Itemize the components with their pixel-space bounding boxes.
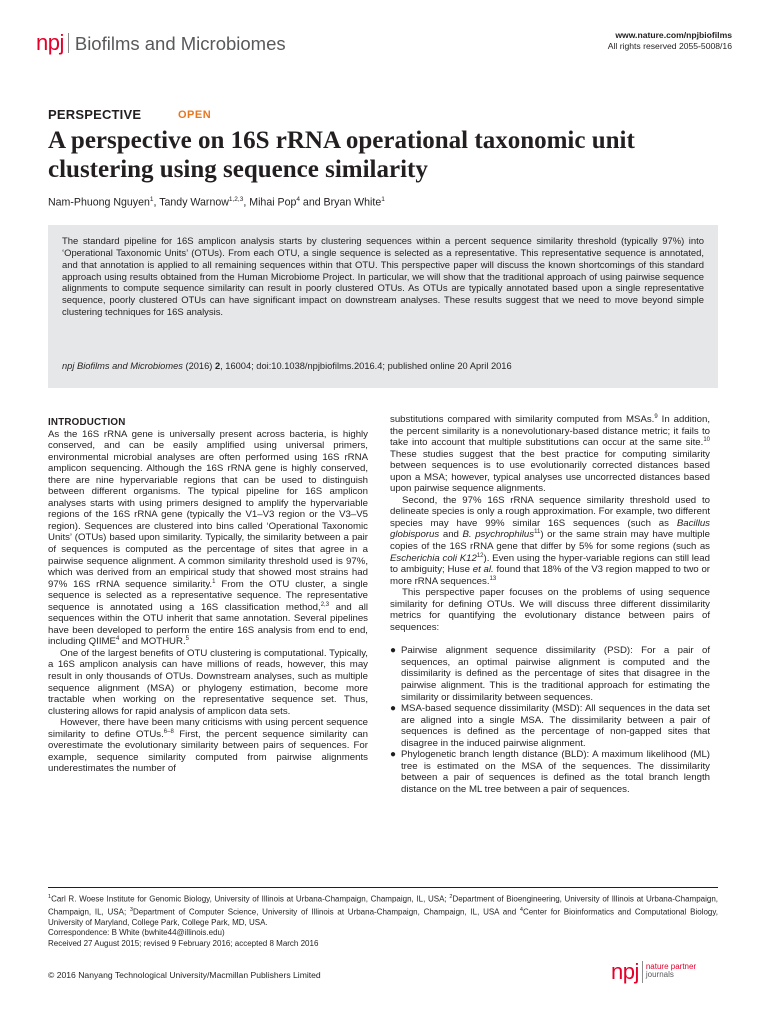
copyright: © 2016 Nanyang Technological University/Macmillan Publishers Limited [48,970,321,980]
text-run: From the OTU cluster, a single sequence is selected as a representative sequence. The representative sequence is annotated using a 16S classification method, [48,578,368,613]
correspondence[interactable]: Correspondence: B White (bwhite44@illinois.edu) [48,928,225,938]
text-run: found that 18% of the V3 region mapped to two or more rRNA sequences. [390,564,710,587]
abstract-text: The standard pipeline for 16S amplicon analysis starts by clustering sequences within a percent sequence similarity threshold (typically 97%) into ‘Operational Taxonomic Units’ (OTUs). From each OTU, a single sequence is selected as a representative. This representative sequence is annotated, and that annotation is applied to all remaining sequences within that OTU. This perspective paper will discuss the known shortcomings of this standard approach using results obtained from the Human Microbiome Project. In particular, we will show that the traditional approach of using pairwise sequence alignments to compute sequence similarity can result in poorly clustered OTUs. As OTUs are typically annotated based upon a single representative sequence, poorly clustered OTUs can have significant impact on downstream analyses. These results suggest that we need to move beyond simple clustering techniques for 16S analysis. [62,236,704,319]
reference-link[interactable]: 11 [534,529,541,536]
affiliation-text: Department of Computer Science, University of Illinois at Urbana-Champaign, Champaign, IL, USA and [132,907,520,917]
npj-mark: npj [611,959,639,984]
section-heading-introduction: INTRODUCTION [48,417,126,428]
affiliation-text: Department of Bioengineering, University of Illinois at Urbana-Champaign, Champaign, IL, USA; [48,894,718,917]
text-run: and all sequences within the OTU inherit that same annotation. Several pipelines have been developed to perform the entire 16S analysis from end to end, including QIIME [48,601,368,648]
citation-details: , 16004; doi:10.1038/npjbiofilms.2016.4; published online 20 April 2016 [220,361,512,371]
body-column-left [48,417,368,775]
affiliations [48,892,718,928]
author-affiliation: 1 [149,196,154,203]
text-run: ). Even using the hyper-variable regions can still lead to ambiguity; Huse [390,552,710,576]
text-run: substitutions compared with similarity computed from MSAs. [390,414,655,425]
text-run: Second, the 97% 16S rRNA sequence similarity threshold used to delineate species is only a rough approximation. For example, two different species may have 99% similar 16S sequences (such as [390,494,710,529]
partner-line: nature partner [645,962,697,971]
rights-statement: All rights reserved 2055-5008/16 [607,41,732,51]
paragraph: This perspective paper focuses on the problems of using sequence similarity for defining OTUs. We will discuss three different dissimilarity metrics for quantifying the evolutionary distance between pairs of sequences: [390,587,710,633]
affiliation-text: Center for Bioinformatics and Computational Biology, University of Maryland, College Park, College Park, MD, USA. [48,907,719,927]
citation-journal: npj Biofilms and Microbiomes [62,361,183,371]
citation-volume: 2 [214,361,221,371]
list-item [390,645,710,703]
author-separator: and [299,196,324,209]
reference-link[interactable]: 6–8 [163,728,174,735]
text-run: As the 16S rRNA gene is universally present across bacteria, is highly conserved, and can be easily amplified using universal primers, environmental microbial analyses are often performed using 16S rRNA amplicon sequencing. Although the 16S rRNA gene is highly conserved, there are nine hypervariable regions that can be used to distinguish between different organisms. The typical pipeline for 16S amplicon analyses starts with using primers designed to amplify the hypervariable regions of the 16S rRNA gene (typically the V1–V3 region or the V3–V5 region). Sequences are clustered into bins called ‘Operational Taxonomic Units’ (OTUs) based upon similarity. Typically, the similarity between a pair of sequences is computed as the percentage of sites that agree in a pairwise sequence alignment. A common similarity threshold used is 97%, which was derived from an empirical study that showed most strains had 97% 16S rRNA sequence similarity. [48,428,368,590]
text-run: and [439,529,463,541]
reference-link[interactable]: 2,3 [320,601,330,608]
citation-year: (2016) [182,361,215,371]
paragraph: One of the largest benefits of OTU clustering is computational. Typically, a 16S amplicon analysis can have millions of reads, however, this may result in only thousands of OTUs. Downstream analyses, such as multiple sequence alignment (MSA) or phylogeny estimation, become more tractable when working on the representative sequence set. Thus, clustering allows for rapid analysis of amplicon data sets. [48,647,368,717]
partner-text [646,963,696,980]
list-item-text: Phylogenetic branch length distance (BLD): A maximum likelihood (ML) tree is estimated on the MSA of the sequences. The dissimilarity between a pair of sequences is defined as the total branch length distance on the ML tree between a pair of sequences. [401,749,710,795]
text-run: However, there have been many criticisms with using percent sequence similarity to define OTUs. [48,717,368,740]
abstract-box [48,225,718,388]
species-name: Escherichia coli K12 [390,552,477,564]
affiliation-number: 3 [129,907,133,913]
author-separator: , [243,196,250,209]
paragraph [48,429,368,648]
affiliation-number: 4 [519,907,523,913]
reference-link[interactable]: 12 [476,552,484,559]
article-title: A perspective on 16S rRNA operational taxonomic unit clustering using sequence similarity [48,127,635,183]
reference-link[interactable]: 9 [654,413,658,420]
page-header [36,30,732,60]
reference-link[interactable]: 1 [212,578,216,585]
text-run: First, the percent sequence similarity can overestimate the evolutionary similarity between pairs of sequences. For example, sequence similarity computed from pairwise alignments underestimates the number of [48,728,368,775]
npj-logo-text: npj [36,30,64,55]
citation-line [62,361,512,371]
author-name[interactable]: Mihai Pop [249,196,297,209]
text-run: These studies suggest that the best practice for computing similarity between sequences is to use evolutionarily corrected distances based upon a MSA; however, typical analyses use uncorrected distances based upon pairwise sequence alignments. [390,448,710,495]
bullet-icon: ● [390,645,397,657]
author-separator: , [153,196,160,209]
author-name[interactable]: Nam-Phuong Nguyen [48,196,150,209]
list-item [390,749,710,795]
author-affiliation: 1 [381,196,385,203]
paragraph [390,414,710,495]
list-item-text: Pairwise alignment sequence dissimilarity (PSD): For a pair of sequences, an optimal pairwise alignment is computed and the dissimilarity is defined as the percentage of sites that disagree in the pairwise alignment. This is the traditional approach for estimating the similarity or dissimilarity between sequences. [401,645,710,703]
species-name: Bacillus globisporus [390,517,710,541]
reference-link[interactable]: 4 [115,636,120,643]
article-type: PERSPECTIVE [48,107,142,122]
bullet-icon: ● [390,749,397,761]
text-run: ) or the same strain may have multiple copies of the 16S rRNA gene that differ by 5% for some regions (such as [390,529,710,553]
paragraph [390,495,710,587]
affiliations-footnote [48,892,718,949]
body-column-right [390,414,710,796]
list-item [390,703,710,749]
reference-link[interactable]: 5 [185,636,189,643]
nature-partner-journals-logo[interactable] [611,961,696,983]
metric-list [390,645,710,795]
received-dates: Received 27 August 2015; revised 9 February 2016; accepted 8 March 2016 [48,938,319,948]
logo-divider [68,33,69,53]
journal-logo[interactable] [36,30,286,56]
bullet-icon: ● [390,703,397,715]
et-al: et al. [472,564,494,576]
affiliation-number: 1 [48,894,52,900]
affiliation-number: 2 [449,894,453,900]
author-name[interactable]: Bryan White [323,196,382,209]
logo-divider [642,961,643,983]
reference-link[interactable]: 10 [703,436,710,443]
text-run: In addition, the percent similarity is a nonevolutionary-based distance metric; it fails to take into account that multiple substitutions can occur at the same site. [390,414,710,449]
species-name: B. psychrophilus [462,529,535,541]
paragraph [48,717,368,775]
open-access-label: OPEN [178,109,212,121]
author-affiliation: 1,2,3 [228,196,244,203]
affiliation-text: Carl R. Woese Institute for Genomic Biology, University of Illinois at Urbana-Champaign, Champaign, IL, USA; [51,894,450,904]
journal-name: Biofilms and Microbiomes [74,33,286,54]
list-item-text: MSA-based sequence dissimilarity (MSD): All sequences in the data set are aligned into a single MSA. The dissimilarity between a pair of sequences is defined as the percentage of non-gapped sites that disagree in the induced pairwise alignment. [401,703,710,749]
header-info [608,30,732,52]
journal-url[interactable]: www.nature.com/npjbiofilms [615,30,732,40]
partner-line: journals [645,970,674,980]
author-list [48,196,385,209]
author-name[interactable]: Tandy Warnow [159,196,229,209]
author-affiliation: 4 [296,196,300,203]
reference-link[interactable]: 13 [489,575,497,582]
text-run: and MOTHUR. [119,636,186,648]
footnote-divider [48,887,718,888]
